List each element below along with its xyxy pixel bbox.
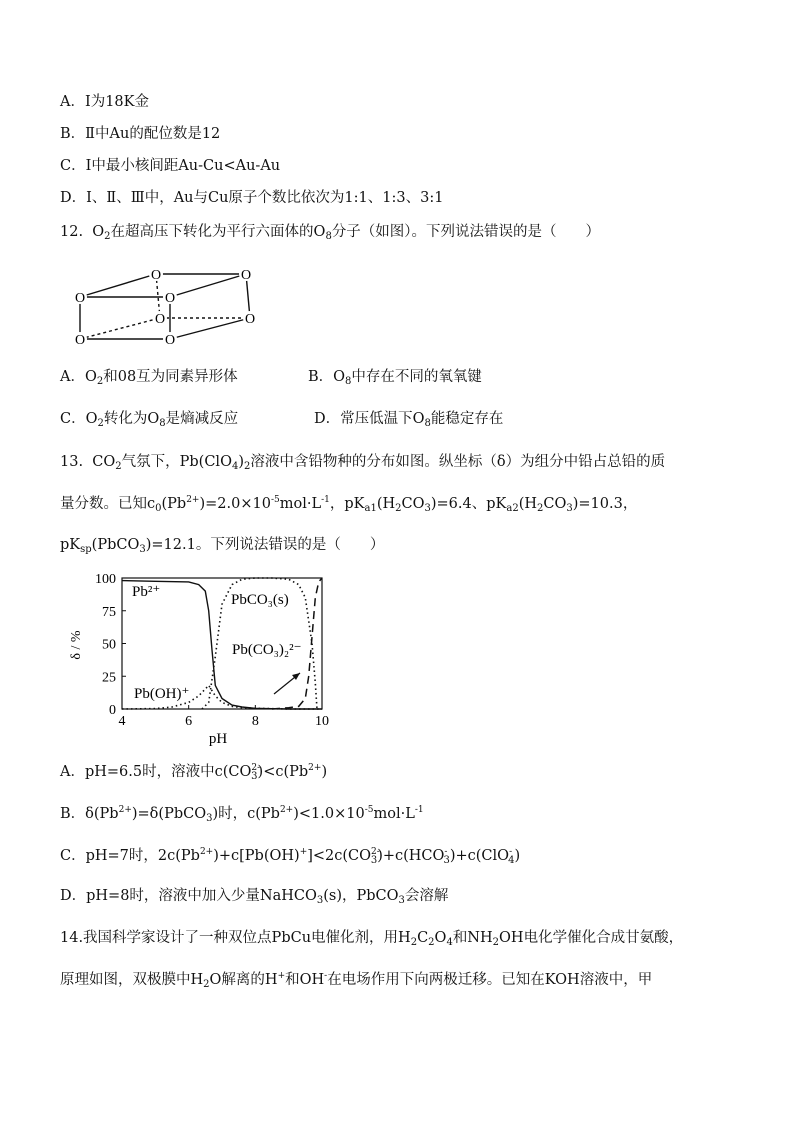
q12-option-a: A．$O_2$和08互为同素异形体 [60, 369, 238, 387]
x-axis-label: pH [208, 731, 228, 747]
q13-stem-line2: 量分数。已知$c_0(Pb^{2+})=2.0\times 10^{-5}mol\cdot L^{-1}$，$pK_{a1}(H_2CO_3)=6.4$、$pK_{a2}(H_2CO_3)=10.3$， [60, 495, 638, 514]
x-tick-label: 4 [118, 714, 126, 729]
oxygen-atom: O [164, 291, 176, 306]
x-tick-label: 10 [315, 714, 329, 729]
y-tick-label: 75 [102, 604, 116, 620]
q11-option-a: A．Ⅰ为18K金 [60, 94, 149, 110]
label-pbco3: PbCO₃(s) [231, 592, 289, 608]
q13-stem-line1: 13. $CO_2$气氛下，$Pb(ClO_4)_2$溶液中含铅物种的分布如图。纵坐标（δ）为组分中铅占总铅的质 [60, 454, 666, 472]
q12-option-d: D．常压低温下$O_8$能稳定存在 [314, 411, 504, 429]
x-tick-label: 8 [251, 714, 259, 729]
q12-stem: 12. $O_2$在超高压下转化为平行六面体的$O_8$分子（如图）。下列说法错误的是（ ） [60, 224, 601, 242]
q13-option-d: D．pH=8时，溶液中加入少量NaHCO$_3$(s)，PbCO$_3$会溶解 [60, 888, 449, 906]
oxygen-atom: O [244, 312, 256, 327]
y-tick-label: 100 [95, 572, 116, 587]
x-tick-label: 6 [185, 714, 193, 729]
oxygen-atom: O [150, 268, 162, 283]
oxygen-atom: O [154, 312, 166, 327]
label-pbco32: Pb(CO₃)₂²⁻ [232, 642, 302, 658]
oxygen-atom: O [74, 333, 86, 348]
q11-option-b: B．Ⅱ中Au的配位数是12 [60, 126, 221, 142]
q13-stem-line3: $pK_{sp}(PbCO_3)=12.1$。下列说法错误的是（ ） [60, 537, 385, 555]
label-pb2: Pb²⁺ [132, 584, 161, 600]
o8-molecule-diagram [66, 262, 266, 352]
q13-option-a: A．pH=6.5时，溶液中$c(CO^{2-}_3)<c(Pb^{2+})$ [60, 763, 328, 782]
y-tick-label: 25 [102, 670, 116, 686]
label-pboh: Pb(OH)⁺ [134, 686, 190, 702]
q11-option-c: C．Ⅰ中最小核间距Au-Cu<Au-Au [60, 158, 281, 174]
q13-option-c: C．pH=7时，$2c(Pb^{2+})+c[Pb(OH)^+]<2c(CO^{2-}_3)+c(HCO^-_3)+c(ClO^-_4)$ [60, 847, 521, 866]
y-tick-label: 0 [109, 703, 116, 718]
q12-option-c: C．$O_2$转化为$O_8$是熵减反应 [60, 411, 239, 429]
oxygen-atom: O [74, 291, 86, 306]
y-axis-label: δ / % [69, 630, 84, 660]
oxygen-atom: O [164, 333, 176, 348]
distribution-chart [60, 565, 350, 750]
q12-option-b: B．$O_8$中存在不同的氧氧键 [308, 369, 482, 387]
oxygen-atom: O [240, 268, 252, 283]
y-tick-label: 50 [102, 637, 116, 653]
q13-option-b: B．$\delta(Pb^{2+})=\delta(PbCO_3)$时，$c(Pb^{2+})<1.0\times 10^{-5}mol\cdot L^{-1}$ [60, 805, 424, 824]
q14-stem-line2: 原理如图，双极膜中$H_2O$解离的H+和OH-在电场作用下向两极迁移。已知在KOH溶液中，甲 [60, 971, 653, 990]
q11-option-d: D．Ⅰ、Ⅱ、Ⅲ中，Au与Cu原子个数比依次为1:1、1:3、3:1 [60, 190, 444, 206]
q14-stem-line1: 14.我国科学家设计了一种双位点PbCu电催化剂，用$H_2C_2O_4$和$NH_2OH$电化学催化合成甘氨酸， [60, 930, 684, 948]
